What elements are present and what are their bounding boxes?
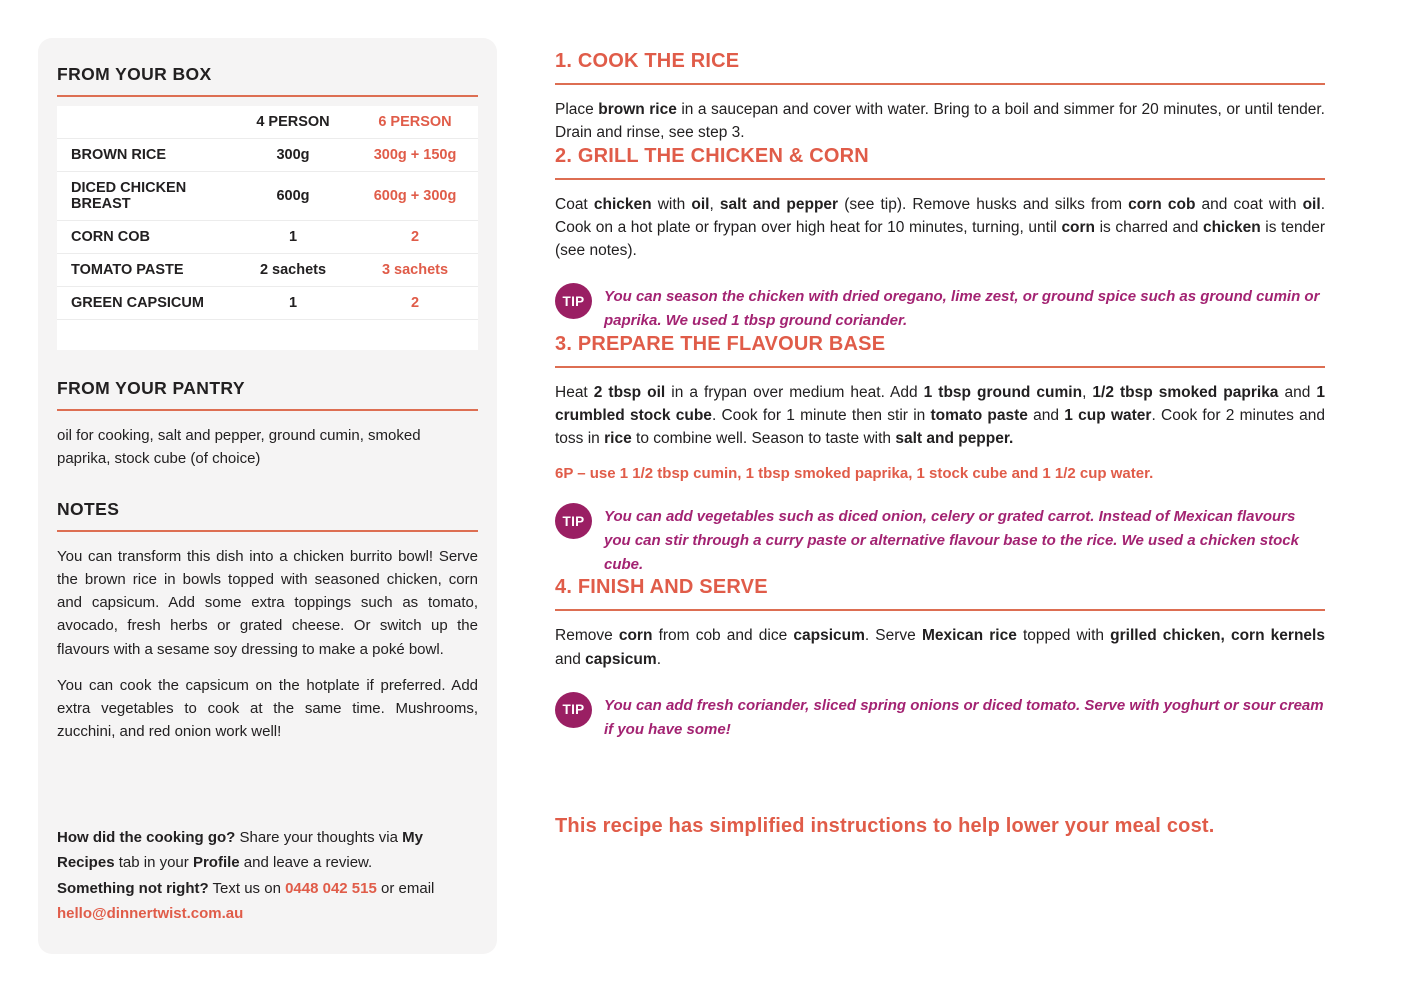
tip-text: You can add vegetables such as diced onion, celery or grated carrot. Instead of Mexican flavours you can stir through a curry paste or alternative flavour base to the rice. We used a chicken stock cube. <box>604 508 1299 573</box>
text-segment: and leave a review. <box>239 854 373 872</box>
text-segment: oil <box>1302 195 1321 213</box>
text-segment: to combine well. Season to taste with <box>631 430 896 448</box>
text-segment: 1 tbsp ground cumin <box>923 383 1083 401</box>
text-segment: brown rice <box>598 101 677 118</box>
text-segment: from cob and dice <box>652 627 794 645</box>
text-segment: . Cook for 1 minute then stir in <box>711 406 931 424</box>
pantry-text: oil for cooking, salt and pepper, ground cumin, smoked paprika, stock cube (of choice) <box>57 427 421 468</box>
text-segment: corn cob <box>1128 195 1196 213</box>
email-link[interactable]: hello@dinnertwist.com.au <box>57 904 244 922</box>
ingredient-qty-4p: 2 sachets <box>234 254 352 287</box>
ingredient-name: BROWN RICE <box>57 139 234 172</box>
step-3-body <box>555 381 1325 451</box>
step-3-title: 3. PREPARE THE FLAVOUR BASE <box>555 333 1325 368</box>
text-segment: chicken <box>593 195 652 213</box>
text-segment: , <box>709 195 720 213</box>
tip-badge-icon: TIP <box>555 692 592 728</box>
text-segment: Coat <box>555 195 594 213</box>
text-segment: My Recipes <box>57 829 423 872</box>
from-your-pantry-title: FROM YOUR PANTRY <box>57 378 478 411</box>
step-2-grill-the-chicken-and-corn <box>555 145 1325 333</box>
ingredient-qty-6p: 2 <box>352 287 478 320</box>
instructions-column <box>555 38 1325 954</box>
text-segment: (see tip). Remove husks and silks from <box>838 195 1129 213</box>
step-4-body <box>555 624 1325 671</box>
tip-text: You can season the chicken with dried oregano, lime zest, or ground spice such as ground cumin or paprika. We used 1 tbsp ground coriander. <box>604 288 1320 329</box>
text-segment: How did the cooking go? <box>57 829 236 847</box>
text-segment: or email <box>376 879 435 897</box>
text-segment: Profile <box>192 854 240 872</box>
text-segment: and coat with <box>1195 195 1303 213</box>
ingredient-qty-6p: 2 <box>352 221 478 254</box>
feedback-text <box>57 825 478 875</box>
ingredient-qty-4p: 1 <box>234 221 352 254</box>
text-segment: Something not right? <box>57 879 209 897</box>
step-1-cook-the-rice <box>555 50 1325 145</box>
tip-badge-icon: TIP <box>555 503 592 539</box>
column-6-person: 6 PERSON <box>352 106 478 139</box>
table-row <box>57 254 478 287</box>
text-segment: grilled chicken, corn kernels <box>1110 627 1325 645</box>
step-2-body <box>555 193 1325 263</box>
table-row <box>57 221 478 254</box>
text-segment: Text us on <box>208 879 286 897</box>
text-segment: Heat <box>555 383 594 401</box>
tip-callout <box>555 503 1325 576</box>
column-4-person: 4 PERSON <box>234 106 352 139</box>
text-segment: salt and pepper <box>719 195 839 213</box>
text-segment: Remove <box>555 627 619 645</box>
table-header-row <box>57 106 478 139</box>
text-segment: . <box>656 650 661 668</box>
text-segment: corn <box>1061 218 1096 236</box>
step-1-body <box>555 98 1325 145</box>
text-segment: is charred and <box>1095 218 1203 236</box>
text-segment: Mexican rice <box>921 627 1017 645</box>
text-segment: , <box>1082 383 1093 401</box>
from-your-box-title: FROM YOUR BOX <box>57 64 478 97</box>
text-segment: Share your thoughts via <box>235 829 403 847</box>
ingredient-qty-4p: 300g <box>234 139 352 172</box>
ingredient-name: GREEN CAPSICUM <box>57 287 234 320</box>
text-segment: . Cook on a hot plate or frypan over high heat for 10 minutes, turning, until <box>555 195 1325 236</box>
text-segment: . Cook for 2 minutes and toss in <box>555 406 1326 448</box>
table-row <box>57 172 478 221</box>
step-1-title: 1. COOK THE RICE <box>555 50 1325 85</box>
ingredient-qty-4p: 1 <box>234 287 352 320</box>
step-4-title: 4. FINISH AND SERVE <box>555 576 1325 611</box>
text-segment: rice <box>604 430 632 448</box>
step-4-finish-and-serve <box>555 576 1325 741</box>
ingredient-name: DICED CHICKEN BREAST <box>57 172 234 221</box>
text-segment: and <box>1027 406 1065 424</box>
notes-paragraph: You can cook the capsicum on the hotplate if preferred. Add extra vegetables to cook at the same time. Mushrooms, zucchini, and red onion work well! <box>57 676 478 741</box>
ingredient-qty-6p: 600g + 300g <box>352 172 478 221</box>
ingredient-qty-6p: 3 sachets <box>352 254 478 287</box>
text-segment: . Serve <box>864 627 922 645</box>
text-segment: capsicum <box>793 627 865 645</box>
text-segment: and <box>1278 383 1317 401</box>
text-segment: topped with <box>1016 627 1111 645</box>
ingredient-name: TOMATO PASTE <box>57 254 234 287</box>
step-3-prepare-the-flavour-base <box>555 333 1325 577</box>
simplified-instructions-note: This recipe has simplified instructions to help lower your meal cost. <box>555 815 1215 838</box>
text-segment: oil <box>691 195 710 213</box>
text-segment: tomato paste <box>930 406 1028 424</box>
text-segment: 1/2 tbsp smoked paprika <box>1092 383 1279 401</box>
ingredient-name: CORN COB <box>57 221 234 254</box>
text-segment: in a saucepan and cover with water. Bring to a boil and simmer for 20 minutes, or until tender. Drain and rinse, see step 3. <box>555 101 1325 142</box>
table-row <box>57 139 478 172</box>
contact-text <box>57 876 478 926</box>
text-segment: tab in your <box>114 854 193 872</box>
ingredient-qty-6p: 300g + 150g <box>352 139 478 172</box>
tip-text: You can add fresh coriander, sliced spring onions or diced tomato. Serve with yoghurt or sour cream if you have some! <box>604 696 1324 738</box>
text-segment: 1 crumbled stock cube <box>555 383 1325 424</box>
sidebar <box>38 38 497 954</box>
text-segment: Place <box>555 101 599 118</box>
text-segment: with <box>651 195 692 213</box>
table-row <box>57 287 478 320</box>
text-segment: chicken <box>1202 218 1261 236</box>
text-segment: capsicum <box>585 650 657 668</box>
column-blank <box>57 106 234 139</box>
ingredients-table <box>57 106 478 350</box>
text-segment: 1 cup water <box>1064 406 1152 424</box>
text-segment: and <box>555 650 586 668</box>
text-segment: salt and pepper. <box>895 430 1014 448</box>
tip-badge-icon: TIP <box>555 283 592 319</box>
text-segment: in a frypan over medium heat. Add <box>665 383 924 401</box>
tip-callout <box>555 283 1325 332</box>
step-2-title: 2. GRILL THE CHICKEN & CORN <box>555 145 1325 180</box>
sidebar-footer <box>57 825 478 926</box>
ingredient-qty-4p: 600g <box>234 172 352 221</box>
notes-title: NOTES <box>57 499 478 532</box>
text-segment: corn <box>618 627 653 645</box>
notes-paragraph: You can transform this dish into a chicken burrito bowl! Serve the brown rice in bowls topped with seasoned chicken, corn and capsicum. Add some extra toppings such as tomato, avocado, fresh herbs or grated cheese. Or switch up the flavours with a sesame soy dressing to make a poké bowl. <box>57 547 478 658</box>
text-segment: 2 tbsp oil <box>593 383 666 401</box>
text-segment: is tender (see notes). <box>555 218 1326 259</box>
phone-link[interactable]: 0448 042 515 <box>285 879 377 897</box>
tip-callout <box>555 692 1325 741</box>
six-person-variation-note: 6P – use 1 1/2 tbsp cumin, 1 tbsp smoked paprika, 1 stock cube and 1 1/2 cup water. <box>555 465 1154 483</box>
